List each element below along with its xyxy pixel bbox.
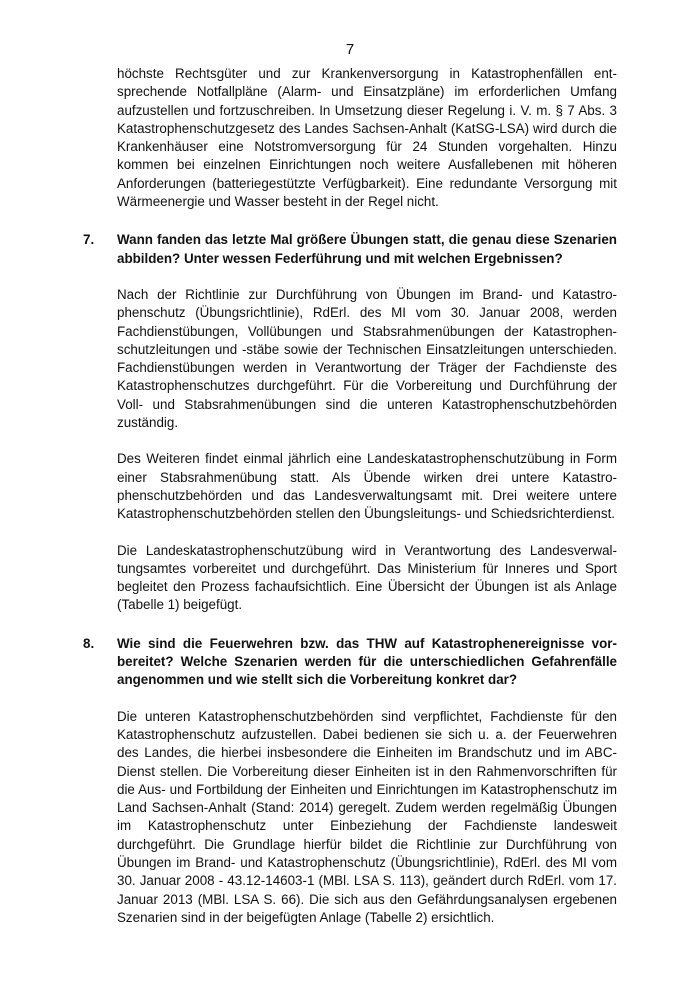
page-number: 7 (345, 41, 355, 58)
answer-paragraph: Nach der Richtlinie zur Durchführung von Übungen im Brand- und Katastrophenschutz (Übungsrichtlinie), RdErl. des MI vom 30. Januar 2008, werden Fachdienstübungen, Vollübungen und Stabsrahmenübungen der Katastrophenschutzleitungen und -stäbe sowie der Technischen Einsatzleitungen unterschieden. Fachdienstübungen werden in Verantwortung der Träger der Fachdienste des Katastrophenschutzes durchgeführt. Für die Vorbereitung und Durchführung der Voll- und Stabsrahmenübungen sind die unteren Katastrophenschutzbehörden zuständig. (117, 286, 617, 431)
document-body (83, 65, 617, 927)
answer-paragraph: Die Landeskatastrophenschutzübung wird in Verantwortung des Landesverwaltungsamtes vorbereitet und durchgeführt. Das Ministerium für Inneres und Sport begleitet den Prozess fachaufsichtlich. Eine Übersicht der Übungen ist als Anlage (Tabelle 1) beigefügt. (117, 542, 617, 613)
question-number: 7. (83, 232, 95, 248)
intro-paragraph: höchste Rechtsgüter und zur Krankenversorgung in Katastrophenfällen entsprechende Notfallpläne (Alarm- und Einsatzpläne) im erforderlichen Umfang aufzustellen und fortzuschreiben. In Umsetzung dieser Regelung i. V. m. § 7 Abs. 3 Katastrophenschutzgesetz des Landes Sachsen-Anhalt (KatSG-LSA) wird durch die Krankenhäuser eine Notstromversorgung für 24 Stunden vorgehalten. Hinzu kommen bei einzelnen Einrichtungen noch weitere Ausfallebenen mit höheren Anforderungen (batteriegestützte Verfügbarkeit). Eine redundante Versorgung mit Wärmeenergie und Wasser besteht in der Regel nicht. (117, 66, 617, 210)
question-number: 8. (83, 635, 95, 651)
answer-paragraph: Des Weiteren findet einmal jährlich eine Landeskatastrophenschutzübung in Form einer Stabsrahmenübung statt. Als Übende wirken drei untere Katastrophenschutzbehörden und das Landesverwaltungsamt mit. Drei weitere untere Katastrophenschutzbehörden stellen den Übungsleitungs- und Schiedsrichterdienst. (117, 451, 617, 522)
answer-paragraph: Die unteren Katastrophenschutzbehörden sind verpflichtet, Fachdienste für den Katastrophenschutz aufzustellen. Dabei bedienen sie sich u. a. der Feuerwehren des Landes, die hierbei insbesondere die Einheiten im Brandschutz und im ABC-Dienst stellen. Die Vorbereitung dieser Einheiten ist in den Rahmenvorschriften für die Aus- und Fortbildung der Einheiten und Einrichtungen im Katastrophenschutz im Land Sachsen-Anhalt (Stand: 2014) geregelt. Zudem werden regelmäßig Übungen im Katastrophenschutz unter Einbeziehung der Fachdienste landesweit durchgeführt. Die Grundlage hierfür bildet die Richtlinie zur Durchführung von Übungen im Brand- und Katastrophenschutz (Übungsrichtlinie), RdErl. des MI vom 30. Januar 2008 - 43.12-14603-1 (MBl. LSA S. 113), geändert durch RdErl. vom 17. Januar 2013 (MBl. LSA S. 66). Die sich aus den Gefährdungsanalysen ergebenen Szenarien sind in der beigefügten Anlage (Tabelle 2) ersichtlich. (117, 708, 617, 925)
question-text: Wie sind die Feuerwehren bzw. das THW auf Katastrophenereignisse vorbereitet? Welche Szenarien werden für die unterschiedlichen Gefahrenfälle angenommen und wie stellt sich die Vorbereitung konkret dar? (117, 635, 617, 688)
question-text: Wann fanden das letzte Mal größere Übungen statt, die genau diese Szenarien abbilden? Unter wessen Federführung und mit welchen Ergebnissen? (117, 232, 617, 266)
question-block-7 (83, 231, 617, 614)
question-block-8 (83, 635, 617, 927)
